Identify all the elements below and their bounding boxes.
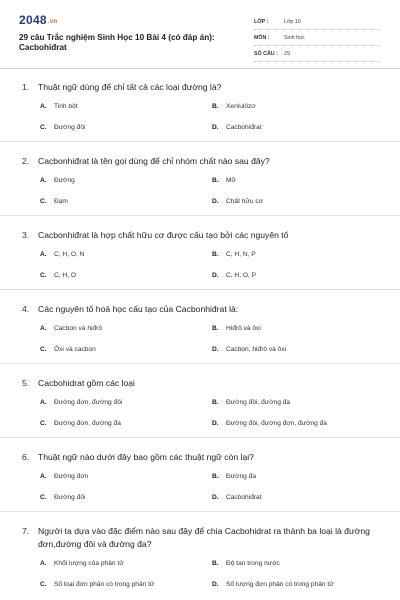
- option-letter: C.: [40, 494, 47, 501]
- option-letter: D.: [212, 420, 219, 427]
- option-letter: B.: [212, 251, 219, 258]
- option-text: Đường đơn, đường đa: [54, 420, 121, 427]
- question-body: Cacbonhiđrat là tên gọi dùng để chỉ nhóm chất nào sau đây?: [38, 156, 270, 166]
- question-number: 5.: [22, 378, 30, 388]
- option-text: Đường đôi, đường đa: [226, 399, 291, 406]
- option-text: Đường: [54, 177, 75, 184]
- option-d[interactable]: [212, 346, 286, 353]
- option-b[interactable]: [212, 560, 280, 567]
- option-letter: D.: [212, 581, 219, 588]
- option-letter: D.: [212, 494, 219, 501]
- option-a[interactable]: [40, 560, 124, 567]
- option-letter: C.: [40, 198, 47, 205]
- option-b[interactable]: [212, 103, 256, 110]
- question-body: Thuật ngữ nào dưới đây bao gồm các thuật ngữ còn lại?: [38, 452, 254, 462]
- option-text: Đường đơn: [54, 473, 89, 480]
- option-text: C, H, O, P: [226, 272, 257, 279]
- question-number: 7.: [22, 526, 30, 536]
- option-letter: B.: [212, 177, 219, 184]
- option-letter: B.: [212, 325, 219, 332]
- option-text: Cacbon và hiđrô: [54, 325, 103, 332]
- meta-value: Sinh học: [284, 34, 305, 41]
- option-a[interactable]: [40, 473, 88, 480]
- site-logo[interactable]: [19, 13, 57, 27]
- meta-row-count: [254, 46, 380, 62]
- option-b[interactable]: [212, 399, 290, 406]
- option-text: Cacbon, hiđrô và ôxi: [226, 346, 287, 353]
- option-letter: B.: [212, 560, 219, 567]
- meta-value: 29: [284, 50, 290, 57]
- question-text: [22, 451, 372, 464]
- question-item: [0, 291, 400, 364]
- option-letter: A.: [40, 325, 47, 332]
- option-text: C, H, O, N: [54, 251, 85, 258]
- option-c[interactable]: [40, 124, 85, 131]
- option-letter: C.: [40, 346, 47, 353]
- option-text: Ôxi và cacbon: [54, 346, 96, 353]
- option-text: C, H, O: [54, 272, 76, 279]
- option-letter: C.: [40, 581, 47, 588]
- option-letter: A.: [40, 251, 47, 258]
- question-item: [0, 143, 400, 216]
- option-letter: D.: [212, 124, 219, 131]
- option-text: Đường đa: [226, 473, 257, 480]
- option-c[interactable]: [40, 581, 154, 588]
- option-text: Cacbohiđrat: [226, 494, 262, 501]
- meta-row-grade: [254, 14, 380, 30]
- logo-suffix-text: .vn: [47, 19, 58, 25]
- option-text: Xenlulôzơ: [226, 103, 256, 110]
- worksheet-header: [0, 0, 400, 69]
- question-item: [0, 439, 400, 512]
- question-body: Các nguyên tố hoá học cấu tạo của Cacbonhiđrat là:: [38, 304, 239, 314]
- option-text: Cacbohiđrat: [226, 124, 262, 131]
- option-letter: D.: [212, 272, 219, 279]
- question-number: 3.: [22, 230, 30, 240]
- option-b[interactable]: [212, 473, 256, 480]
- question-text: [22, 155, 372, 168]
- meta-row-subject: [254, 30, 380, 46]
- option-text: Đường đôi: [54, 494, 86, 501]
- option-a[interactable]: [40, 325, 102, 332]
- option-text: Đạm: [54, 198, 68, 205]
- option-text: Mỡ: [226, 177, 236, 184]
- option-letter: A.: [40, 399, 47, 406]
- meta-key: SỐ CÂU :: [254, 50, 278, 57]
- question-text: [22, 303, 372, 316]
- option-b[interactable]: [212, 325, 261, 332]
- option-text: Đường đơn, đường đôi: [54, 399, 123, 406]
- option-letter: C.: [40, 420, 47, 427]
- option-a[interactable]: [40, 399, 122, 406]
- option-c[interactable]: [40, 272, 76, 279]
- question-text: [22, 229, 372, 242]
- option-text: Độ tan trong nước: [226, 560, 280, 567]
- option-letter: A.: [40, 103, 47, 110]
- question-item: [0, 69, 400, 142]
- option-c[interactable]: [40, 494, 85, 501]
- option-d[interactable]: [212, 198, 263, 205]
- document-title: 29 câu Trắc nghiệm Sinh Học 10 Bài 4 (có đáp án): Cacbohiđrat: [19, 33, 215, 52]
- option-letter: A.: [40, 560, 47, 567]
- question-body: Thuật ngữ dùng để chỉ tất cả các loại đường là?: [38, 82, 222, 92]
- meta-value: Lớp 10: [284, 18, 301, 25]
- option-c[interactable]: [40, 198, 68, 205]
- option-b[interactable]: [212, 177, 236, 184]
- logo-main-text: 2048: [19, 13, 47, 27]
- option-letter: D.: [212, 346, 219, 353]
- option-a[interactable]: [40, 103, 78, 110]
- meta-info: [254, 14, 380, 62]
- option-text: Số loại đơn phân có trong phân tử: [54, 581, 155, 588]
- option-c[interactable]: [40, 420, 121, 427]
- option-letter: B.: [212, 103, 219, 110]
- option-letter: A.: [40, 177, 47, 184]
- option-d[interactable]: [212, 420, 327, 427]
- question-body: Người ta dựa vào đặc điểm nào sau đây để chia Cacbohidrat ra thành ba loại là đường đơn,đường đôi và đường đa?: [38, 526, 370, 549]
- option-text: Số lượng đơn phân có trong phân tử: [226, 581, 334, 588]
- option-letter: C.: [40, 272, 47, 279]
- option-letter: B.: [212, 399, 219, 406]
- option-a[interactable]: [40, 251, 84, 258]
- option-text: Đường đôi, đường đơn, đường đa: [226, 420, 327, 427]
- question-text: [22, 377, 372, 390]
- option-letter: A.: [40, 473, 47, 480]
- option-letter: C.: [40, 124, 47, 131]
- question-number: 1.: [22, 82, 30, 92]
- question-text: [22, 81, 372, 94]
- option-d[interactable]: [212, 494, 262, 501]
- option-d[interactable]: [212, 272, 256, 279]
- option-d[interactable]: [212, 124, 262, 131]
- question-number: 2.: [22, 156, 30, 166]
- option-text: Chất hữu cơ: [226, 198, 263, 205]
- option-c[interactable]: [40, 346, 96, 353]
- option-letter: B.: [212, 473, 219, 480]
- option-text: C, H, N, P: [226, 251, 256, 258]
- question-item: [0, 365, 400, 438]
- meta-key: LỚP :: [254, 18, 269, 25]
- question-body: Cacbonhiđrat là hợp chất hữu cơ được cấu tạo bởi các nguyên tố: [38, 230, 289, 240]
- option-letter: D.: [212, 198, 219, 205]
- question-item: [0, 513, 400, 599]
- option-d[interactable]: [212, 581, 334, 588]
- option-a[interactable]: [40, 177, 75, 184]
- option-text: Hiđrô và ôxi: [226, 325, 261, 332]
- question-body: Cacbohidrat gồm các loại: [38, 378, 135, 388]
- option-text: Đường đôi: [54, 124, 86, 131]
- option-text: Khối lượng của phân tử: [54, 560, 124, 567]
- question-number: 6.: [22, 452, 30, 462]
- question-number: 4.: [22, 304, 30, 314]
- option-text: Tinh bột: [54, 103, 78, 110]
- question-item: [0, 217, 400, 290]
- option-b[interactable]: [212, 251, 256, 258]
- meta-key: MÔN :: [254, 34, 270, 41]
- question-text: [22, 525, 372, 551]
